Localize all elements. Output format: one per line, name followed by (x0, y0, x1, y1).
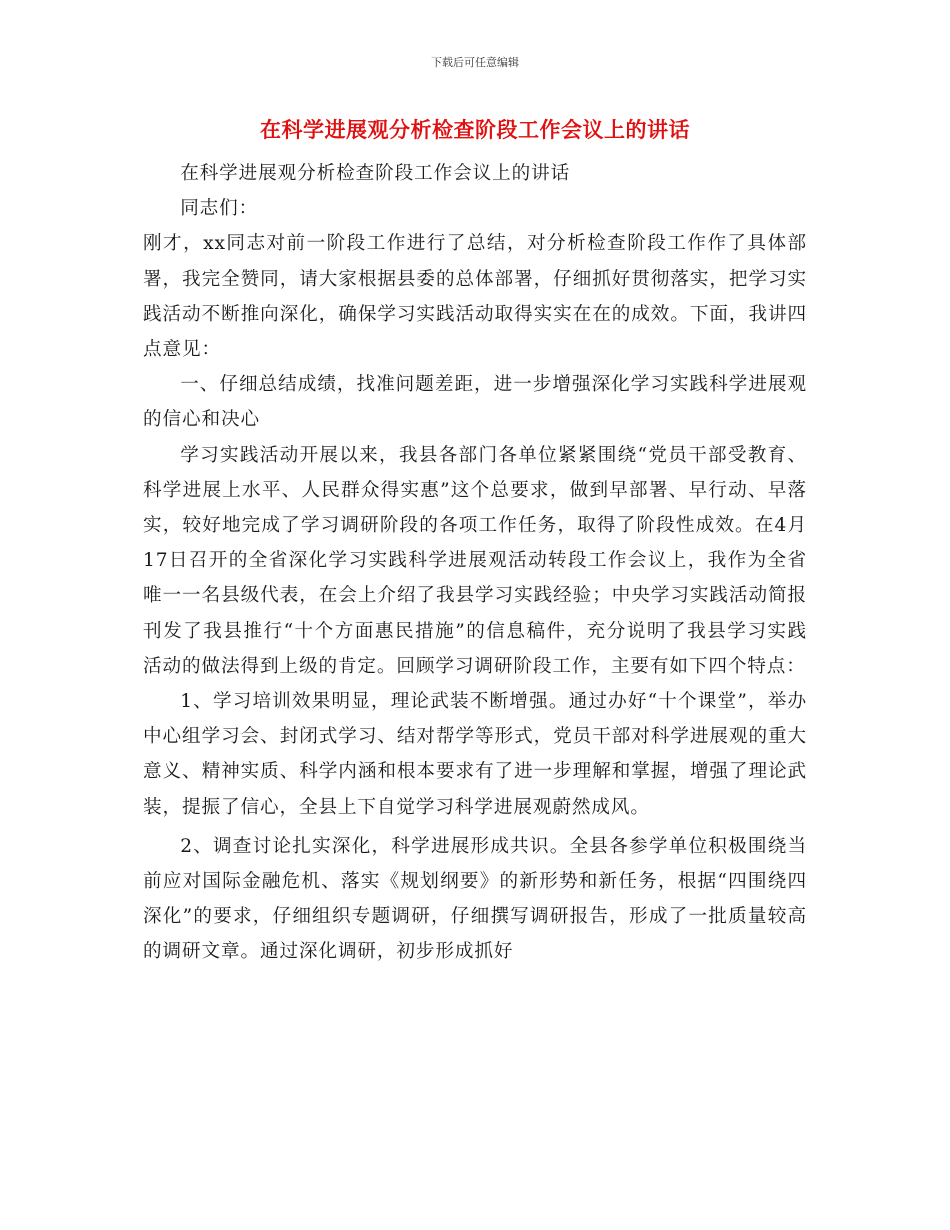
salutation-paragraph: 同志们： (180, 198, 259, 220)
body-paragraph-achievements: 学习实践活动开展以来，我县各部门各单位紧紧围绕“党员干部受教育、科学进展上水平、人民群众得实惠”这个总要求，做到早部署、早行动、早落实，较好地完成了学习调研阶段的各项工作任务，取得了阶段性成效。在4月17日召开的全省深化学习实践科学进展观活动转段工作会议上，我作为全省唯一一名县级代表，在会上介绍了我县学习实践经验；中央学习实践活动简报刊发了我县推行“十个方面惠民措施”的信息稿件，充分说明了我县学习实践活动的做法得到上级的肯定。回顾学习调研阶段工作，主要有如下四个特点： (143, 444, 807, 677)
document-title: 在科学进展观分析检查阶段工作会议上的讲话 (260, 118, 690, 142)
point-1-paragraph: 1、学习培训效果明显，理论武装不断增强。通过办好“十个课堂”，举办中心组学习会、封闭式学习、结对帮学等形式，党员干部对科学进展观的重大意义、精神实质、科学内涵和根本要求有了进一步理解和掌握，增强了理论武装，提振了信心，全县上下自觉学习科学进展观蔚然成风。 (143, 691, 807, 818)
subtitle-paragraph: 在科学进展观分析检查阶段工作会议上的讲话 (180, 163, 571, 184)
point-2-paragraph: 2、调查讨论扎实深化，科学进展形成共识。全县各参学单位积极围绕当前应对国际金融危机、落实《规划纲要》的新形势和新任务，根据“四围绕四深化”的要求，仔细组织专题调研，仔细撰写调研报告，形成了一批质量较高的调研文章。通过深化调研，初步形成抓好 (143, 835, 807, 963)
section-heading-1: 一、仔细总结成绩，找准问题差距，进一步增强深化学习实践科学进展观的信心和决心 (143, 374, 807, 431)
document-body (143, 156, 807, 970)
header-note: 下载后可任意编辑 (431, 56, 519, 69)
opening-paragraph: 刚才，xx同志对前一阶段工作进行了总结，对分析检查阶段工作作了具体部署，我完全赞同，请大家根据县委的总体部署，仔细抓好贯彻落实，把学习实践活动不断推向深化，确保学习实践活动取得实实在在的成效。下面，我讲四点意见： (143, 233, 807, 361)
